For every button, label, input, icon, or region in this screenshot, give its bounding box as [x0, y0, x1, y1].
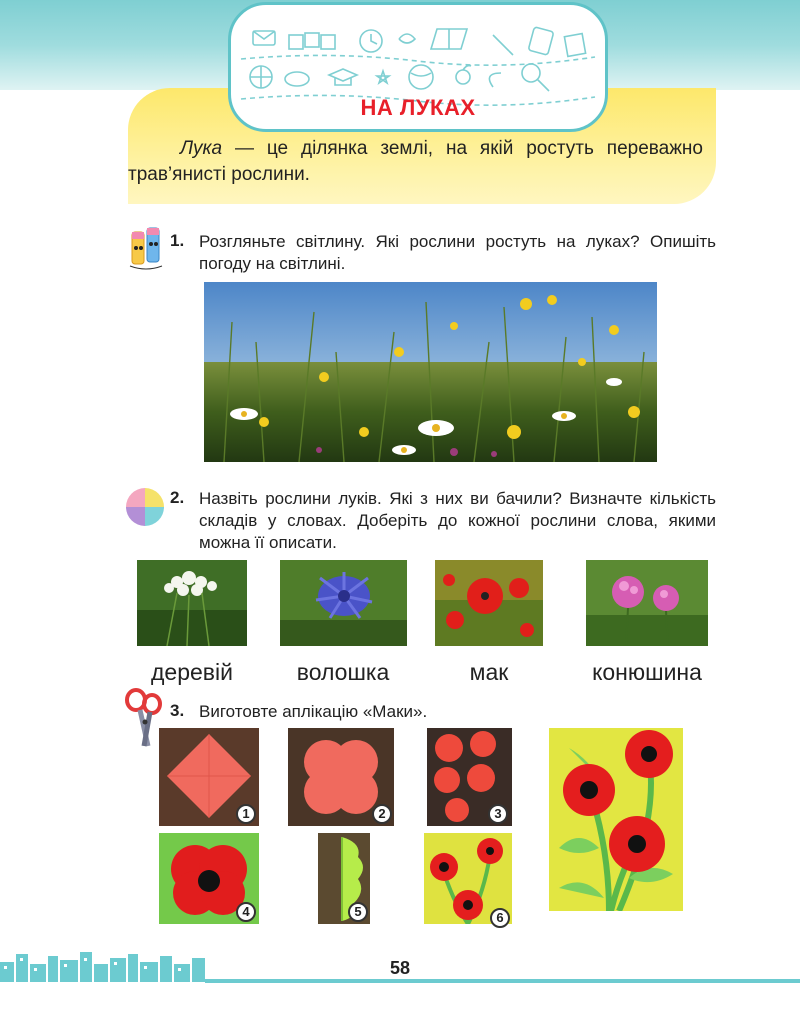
flower-label-clover: конюшина [592, 659, 702, 685]
flower-label-poppy: мак [469, 659, 509, 685]
task-2-text: Назвіть рослини луків. Які з них ви бачили? Визначте кількість складів у словах. Доберіть до кожної рослини слова, якими можна її описати. [199, 489, 716, 552]
city-skyline-icon [0, 950, 205, 982]
step-badge: 1 [236, 804, 256, 824]
cornflower-photo [280, 560, 407, 646]
title-card [228, 2, 608, 132]
definition-term: Лука [180, 138, 223, 159]
poppy-applique-photo [549, 728, 683, 911]
task-3-number: 3. [170, 701, 185, 720]
definition-text [128, 136, 703, 188]
page-number: 58 [389, 958, 411, 978]
pencils-icon [128, 224, 164, 272]
footer-line [205, 979, 800, 983]
step-badge: 4 [236, 902, 256, 922]
flower-label-cornflower: волошка [296, 659, 390, 685]
page-title: НА ЛУКАХ [360, 95, 476, 120]
task-1-number: 1. [170, 231, 185, 250]
scissors-icon [124, 688, 164, 750]
step-badge: 5 [348, 902, 368, 922]
task-3-text: Виготовте аплікацію «Маки». [199, 702, 428, 721]
task-2-number: 2. [170, 488, 185, 507]
step-badge: 2 [372, 804, 392, 824]
step-badge: 6 [490, 908, 510, 928]
meadow-photo [204, 282, 657, 462]
yarrow-photo [137, 560, 247, 646]
definition-body: — це ділянка землі, на якій ростуть переважно трав’янисті рослини. [128, 138, 703, 185]
step-badge: 3 [488, 804, 508, 824]
task-1-text: Розгляньте світлину. Які рослини ростуть на луках? Опишіть погоду на світлині. [199, 232, 716, 273]
color-wheel-icon [124, 486, 166, 528]
flower-label-yarrow: деревій [151, 659, 233, 685]
poppy-photo [435, 560, 543, 646]
clover-photo [586, 560, 708, 646]
